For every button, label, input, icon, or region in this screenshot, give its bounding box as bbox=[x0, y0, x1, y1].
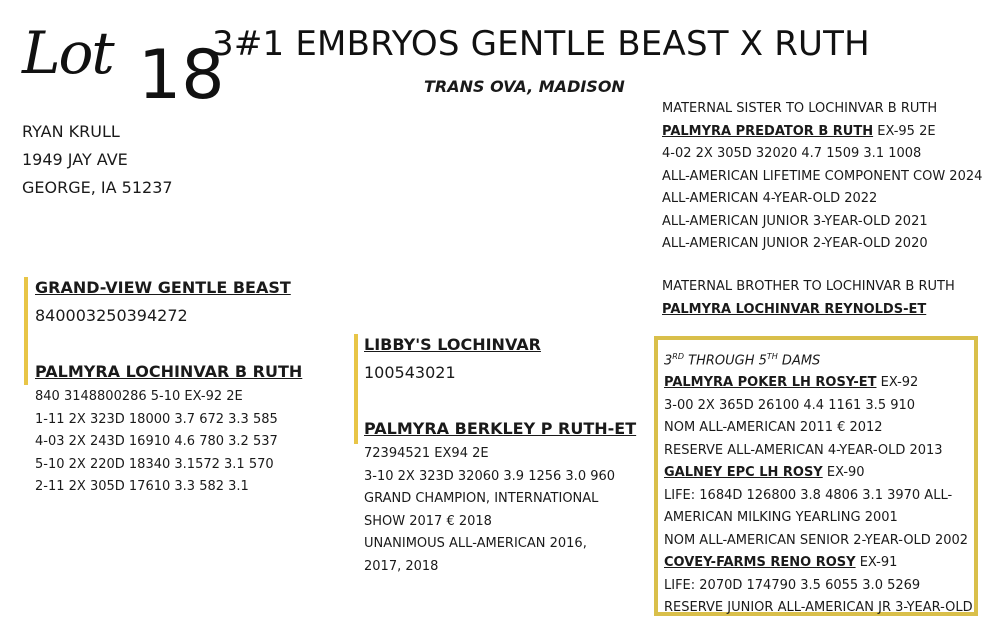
dam4-score: EX-90 bbox=[822, 465, 865, 481]
lot-script-word: Lot bbox=[22, 19, 113, 87]
sire-name: GRAND-VIEW GENTLE BEAST bbox=[35, 278, 291, 297]
maternal-sister-heading: MATERNAL SISTER TO LOCHINVAR B RUTH bbox=[662, 101, 938, 116]
sire-dam-group bbox=[24, 273, 324, 385]
dam5-line: RESERVE JUNIOR ALL-AMERICAN JR 3-YEAR-OLD bbox=[664, 600, 973, 616]
dam-line: 5-10 2X 220D 18340 3.1572 3.1 570 bbox=[35, 456, 274, 472]
consignor-city: GEORGE, IA 51237 bbox=[22, 178, 173, 197]
dam-name: PALMYRA LOCHINVAR B RUTH bbox=[35, 362, 303, 381]
maternal-sister-line: 4-02 2X 305D 32020 4.7 1509 3.1 1008 bbox=[662, 146, 922, 161]
consignor-block bbox=[22, 118, 173, 202]
dam4-line: AMERICAN MILKING YEARLING 2001 bbox=[664, 510, 898, 526]
accent-bar bbox=[354, 334, 358, 444]
dam-details bbox=[35, 386, 278, 499]
second-dam-line: 2017, 2018 bbox=[364, 558, 439, 574]
consignor-name: RYAN KRULL bbox=[22, 122, 120, 141]
dams-box-heading: 3RD THROUGH 5TH DAMS bbox=[664, 352, 821, 369]
maternal-sister-block bbox=[662, 98, 982, 256]
second-dam-line: SHOW 2017 € 2018 bbox=[364, 513, 492, 529]
second-dam-line: UNANIMOUS ALL-AMERICAN 2016, bbox=[364, 536, 587, 551]
dam-line: 4-03 2X 243D 16910 4.6 780 3.2 537 bbox=[35, 434, 278, 449]
dam3-line: RESERVE ALL-AMERICAN 4-YEAR-OLD 2013 bbox=[664, 442, 943, 458]
accent-bar bbox=[24, 277, 28, 385]
dam4-name: GALNEY EPC LH ROSY bbox=[664, 465, 823, 481]
maternal-sister-line: ALL-AMERICAN JUNIOR 2-YEAR-OLD 2020 bbox=[662, 236, 928, 251]
second-dam-line: 72394521 EX94 2E bbox=[364, 446, 489, 461]
maternal-sister-name: PALMYRA PREDATOR B RUTH bbox=[662, 123, 874, 139]
second-dam-group bbox=[354, 330, 644, 444]
dams-box-content bbox=[664, 372, 974, 620]
dam4-line: LIFE: 1684D 126800 3.8 4806 3.1 3970 ALL- bbox=[664, 487, 953, 503]
dam3-line: NOM ALL-AMERICAN 2011 € 2012 bbox=[664, 420, 883, 436]
maternal-sister-line: ALL-AMERICAN 4-YEAR-OLD 2022 bbox=[662, 191, 878, 206]
sire-reg: 840003250394272 bbox=[35, 306, 188, 325]
second-dam-line: 3-10 2X 323D 32060 3.9 1256 3.0 960 bbox=[364, 468, 616, 484]
maternal-sister-line: ALL-AMERICAN LIFETIME COMPONENT COW 2024 bbox=[662, 168, 983, 184]
lot-subtitle: TRANS OVA, MADISON bbox=[424, 77, 625, 96]
dam-line: 2-11 2X 305D 17610 3.3 582 3.1 bbox=[35, 479, 249, 494]
dam5-line: LIFE: 2070D 174790 3.5 6055 3.0 5269 bbox=[664, 577, 921, 593]
dam-sire-name: LIBBY'S LOCHINVAR bbox=[364, 335, 541, 354]
dam4-line: NOM ALL-AMERICAN SENIOR 2-YEAR-OLD 2002 bbox=[664, 532, 969, 548]
second-dam-name: PALMYRA BERKLEY P RUTH-ET bbox=[364, 419, 637, 438]
lot-number: 18 bbox=[138, 36, 225, 115]
maternal-brother-block bbox=[662, 276, 955, 321]
dam5-name: COVEY-FARMS RENO ROSY bbox=[664, 555, 856, 571]
consignor-address: 1949 JAY AVE bbox=[22, 150, 128, 169]
dam-line: 1-11 2X 323D 18000 3.7 672 3.3 585 bbox=[35, 411, 278, 427]
maternal-brother-heading: MATERNAL BROTHER TO LOCHINVAR B RUTH bbox=[662, 279, 955, 294]
dam3-line: 3-00 2X 365D 26100 4.4 1161 3.5 910 bbox=[664, 397, 916, 413]
dam5-score: EX-91 bbox=[855, 555, 898, 571]
maternal-brother-name: PALMYRA LOCHINVAR REYNOLDS-ET bbox=[662, 301, 927, 317]
dam-sire-reg: 100543021 bbox=[364, 363, 456, 382]
dam3-name: PALMYRA POKER LH ROSY-ET bbox=[664, 375, 877, 391]
maternal-sister-score: EX-95 2E bbox=[873, 123, 936, 139]
dams-box bbox=[654, 336, 978, 616]
maternal-sister-line: ALL-AMERICAN JUNIOR 3-YEAR-OLD 2021 bbox=[662, 213, 928, 229]
dam3-score: EX-92 bbox=[876, 375, 919, 391]
lot-title: 3#1 EMBRYOS GENTLE BEAST X RUTH bbox=[212, 24, 870, 64]
second-dam-line: GRAND CHAMPION, INTERNATIONAL bbox=[364, 491, 599, 506]
dam-line: 840 3148800286 5-10 EX-92 2E bbox=[35, 389, 243, 404]
second-dam-details bbox=[364, 443, 615, 578]
